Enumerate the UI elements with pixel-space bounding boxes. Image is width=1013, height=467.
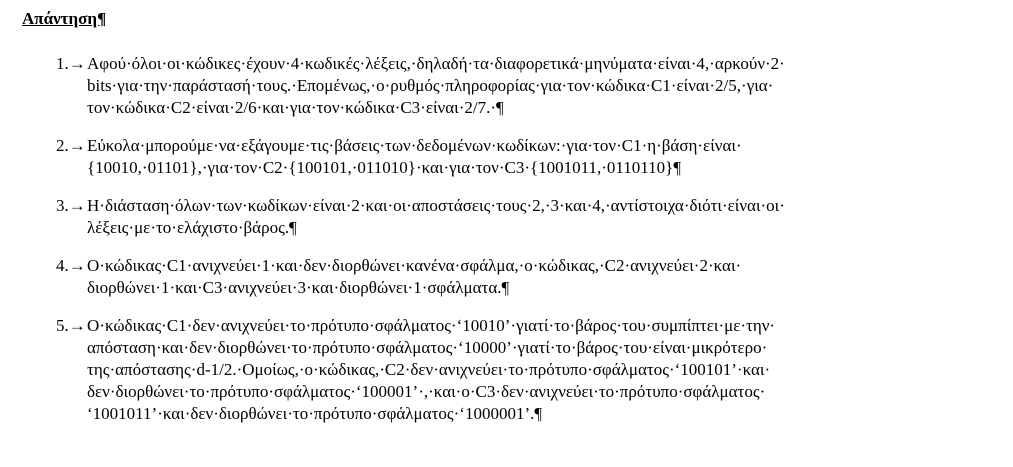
list-number: 5.→ [56,316,86,335]
list-item-text [87,195,974,239]
list-item-text [87,255,974,299]
text-line: Ο·κώδικας·C1·δεν·ανιχνεύει·το·πρότυπο·σφάλματος·‘10010’·γιατί·το·βάρος·του·συμπίπτει·με·την· [87,316,776,335]
list-item-3 [56,195,974,239]
text-line: ‘1001011’·και·δεν·διορθώνει·το·πρότυπο·σφάλματος·‘1000001’.¶ [87,404,543,423]
text-line: λέξεις·με·το·ελάχιστο·βάρος.¶ [87,218,297,237]
list-item-text [87,53,974,119]
text-line: {10010,·01101},·για·τον·C2·{100101,·011010}·και·για·τον·C3·{1001011,·0110110}¶ [87,158,682,177]
text-line: Ο·κώδικας·C1·ανιχνεύει·1·και·δεν·διορθώνει·κανένα·σφάλμα,·ο·κώδικας,·C2·ανιχνεύει·2·και· [87,256,742,275]
text-line: bits·για·την·παράστασή·τους.·Επομένως,·ο·ρυθμός·πληροφορίας·για·τον·κώδικα·C1·είναι·2/5,·για· [87,76,774,95]
list-number: 1.→ [56,54,86,73]
text-line: διορθώνει·1·και·C3·ανιχνεύει·3·και·διορθώνει·1·σφάλματα.¶ [87,278,510,297]
list-number: 3.→ [56,196,86,215]
text-line: Εύκολα·μπορούμε·να·εξάγουμε·τις·βάσεις·των·δεδομένων·κωδίκων:·για·τον·C1·η·βάση·είναι· [87,136,742,155]
answer-heading: Απάντηση¶ [22,9,107,28]
list-item-2 [56,135,974,179]
text-line: τον·κώδικα·C2·είναι·2/6·και·για·τον·κώδικα·C3·είναι·2/7.·¶ [87,98,504,117]
text-line: απόσταση·και·δεν·διορθώνει·το·πρότυπο·σφάλματος·‘10000’·γιατί·το·βάρος·του·είναι·μικρότερο· [87,338,768,357]
answer-list [56,53,974,441]
list-item-text [87,315,974,425]
list-item-text [87,135,974,179]
text-line: Αφού·όλοι·οι·κώδικες·έχουν·4·κωδικές·λέξεις,·δηλαδή·τα·διαφορετικά·μηνύματα·είναι·4,·αρκούν·2· [87,54,785,73]
list-number: 2.→ [56,136,86,155]
text-line: δεν·διορθώνει·το·πρότυπο·σφάλματος·‘100001’·,·και·ο·C3·δεν·ανιχνεύει·το·πρότυπο·σφάλματος· [87,382,766,401]
text-line: Η·διάσταση·όλων·των·κωδίκων·είναι·2·και·οι·αποστάσεις·τους·2,·3·και·4,·αντίστοιχα·διότι·είναι·οι· [87,196,785,215]
text-line: της·απόστασης·d-1/2.·Ομοίως,·ο·κώδικας,·C2·δεν·ανιχνεύει·το·πρότυπο·σφάλματος·‘100101’·και· [87,360,771,379]
list-item-4 [56,255,974,299]
list-item-5 [56,315,974,425]
list-item-1 [56,53,974,119]
list-number: 4.→ [56,256,86,275]
